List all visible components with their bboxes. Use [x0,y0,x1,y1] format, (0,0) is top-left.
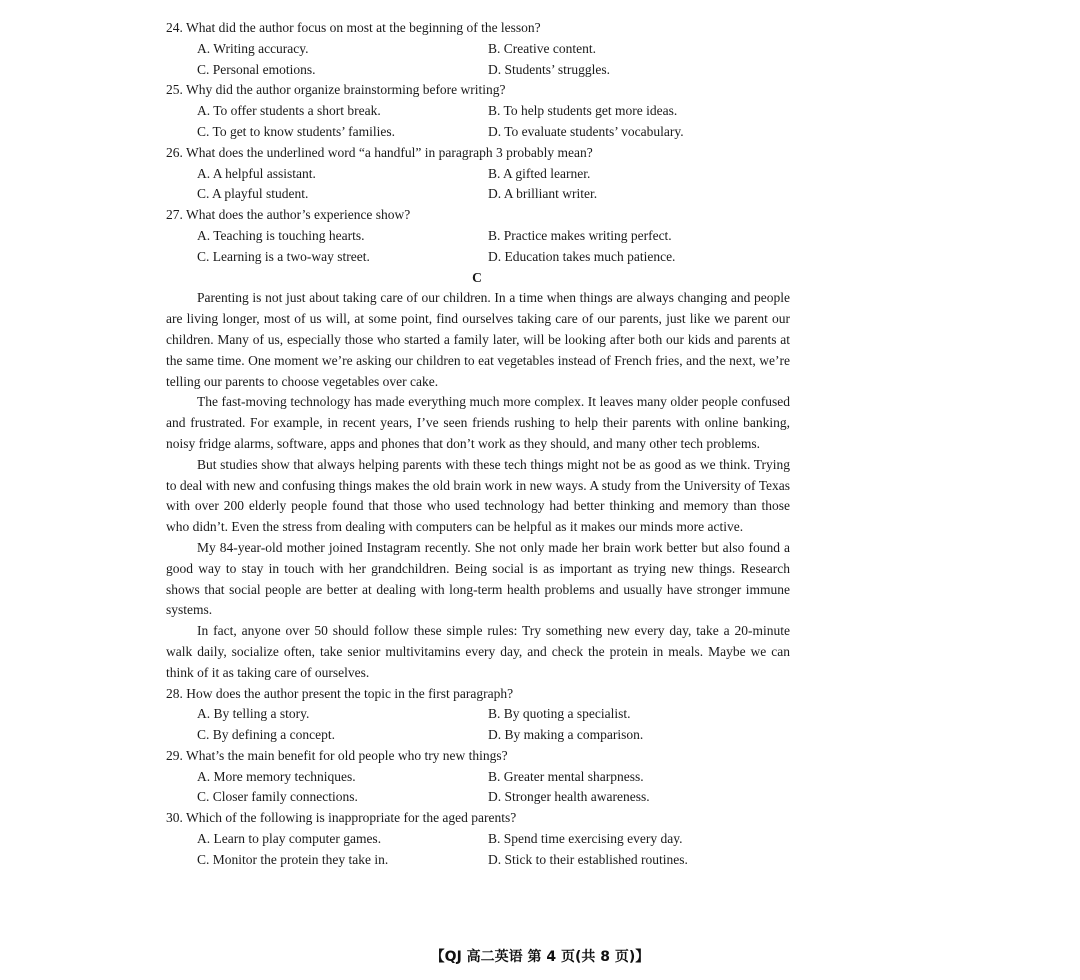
option-a: A. Writing accuracy. [197,40,309,56]
option-c: C. Personal emotions. [197,61,316,77]
option-row [166,101,790,122]
exam-page [166,18,790,871]
passage-paragraph-3: But studies show that always helping parents with these tech things might not be as good as we think. Trying to deal with new and confusing things makes the old brain work in new ways. A study from the University of Texas with over 200 elderly people found that those who used technology had better thinking and memory than those who didn’t. Even the stress from dealing with computers can be helpful as it makes our minds more active. [166,456,790,535]
question-stem: 29. What’s the main benefit for old people who try new things? [166,747,508,763]
question-24 [166,18,790,80]
question-stem: 26. What does the underlined word “a handful” in paragraph 3 probably mean? [166,144,593,160]
option-row [166,184,790,205]
option-row [166,850,790,871]
option-c: C. A playful student. [197,186,309,202]
option-a: A. Teaching is touching hearts. [197,227,365,243]
option-row [166,704,790,725]
question-stem: 24. What did the author focus on most at the beginning of the lesson? [166,20,541,35]
option-a: A. More memory techniques. [197,768,356,784]
option-row [166,39,790,60]
question-stem: 27. What does the author’s experience show? [166,207,411,223]
question-stem: 25. Why did the author organize brainstorming before writing? [166,82,506,98]
passage-paragraph-5: In fact, anyone over 50 should follow these simple rules: Try something new every day, take a 20-minute walk daily, socialize often, take senior multivitamins every day, and check the protein in meals. Maybe we can think of it as taking care of ourselves. [166,623,790,680]
option-a: A. A helpful assistant. [197,165,316,181]
option-d: D. Stronger health awareness. [488,789,650,805]
option-d: D. To evaluate students’ vocabulary. [488,123,684,139]
option-d: D. Students’ struggles. [488,61,610,77]
option-b: B. A gifted learner. [488,165,591,181]
section-heading: C [472,269,482,285]
option-row [166,247,790,268]
passage-paragraph-4: My 84-year-old mother joined Instagram recently. She not only made her brain work better but also found a good way to stay in touch with her grandchildren. Being social is as important as trying new things. Research shows that social people are better at dealing with long-term health problems and usually have stronger immune systems. [166,539,790,618]
option-b: B. By quoting a specialist. [488,706,631,722]
question-25 [166,80,790,142]
question-stem: 30. Which of the following is inappropriate for the aged parents? [166,810,517,826]
option-row [166,829,790,850]
option-row [166,60,790,81]
passage-paragraph-2: The fast-moving technology has made everything much more complex. It leaves many older people confused and frustrated. For example, in recent years, I’ve seen friends rushing to help their parents with online banking, noisy fridge alarms, software, apps and phones that don’t work as they should, and many other tech problems. [166,394,790,451]
question-28 [166,684,790,746]
option-b: B. Creative content. [488,40,596,56]
option-a: A. To offer students a short break. [197,103,381,119]
option-d: D. By making a comparison. [488,727,644,743]
option-d: D. A brilliant writer. [488,186,598,202]
option-row [166,725,790,746]
option-d: D. Education takes much patience. [488,248,676,264]
option-a: A. Learn to play computer games. [197,831,382,847]
option-c: C. Learning is a two-way street. [197,248,370,264]
question-stem: 28. How does the author present the topic in the first paragraph? [166,685,514,701]
option-b: B. Spend time exercising every day. [488,831,683,847]
option-row [166,226,790,247]
question-27 [166,205,790,267]
option-row [166,787,790,808]
option-b: B. To help students get more ideas. [488,103,678,119]
option-b: B. Greater mental sharpness. [488,768,644,784]
option-row [166,122,790,143]
option-row [166,164,790,185]
question-29 [166,746,790,808]
passage-paragraph-1: Parenting is not just about taking care of our children. In a time when things are always changing and people are living longer, most of us will, at some point, find ourselves taking care of our parents, just like we parent our children. Many of us, especially those who started a family later, will be looking after both our kids and parents at the same time. One moment we’re asking our children to eat vegetables instead of French fries, and the next, we’re telling our parents to choose vegetables over cake. [166,290,790,389]
option-c: C. By defining a concept. [197,727,335,743]
question-30 [166,808,790,870]
option-a: A. By telling a story. [197,706,310,722]
option-c: C. To get to know students’ families. [197,123,396,139]
option-row [166,767,790,788]
option-c: C. Monitor the protein they take in. [197,851,389,867]
option-b: B. Practice makes writing perfect. [488,227,672,243]
question-26 [166,143,790,205]
option-c: C. Closer family connections. [197,789,358,805]
option-d: D. Stick to their established routines. [488,851,688,867]
page-footer: 【QJ 高二英语 第 4 页(共 8 页)】 [430,949,650,965]
